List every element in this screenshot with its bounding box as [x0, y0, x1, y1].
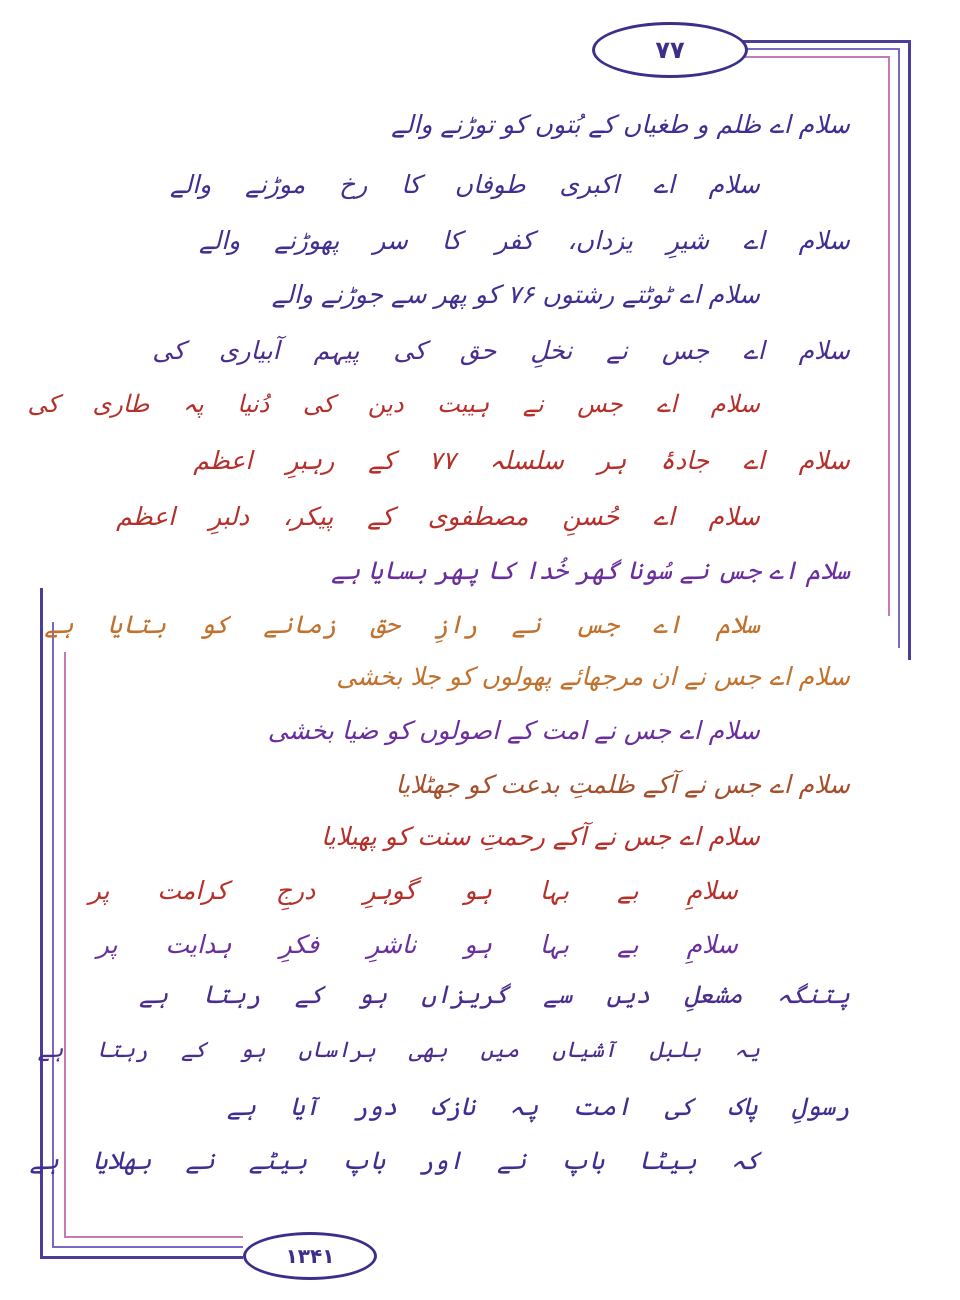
verse-line: یہ بلبل آشیاں میں بھی ہراساں ہو کے رہتا ہے [37, 1038, 760, 1063]
frame-bottom-line-2 [52, 1246, 243, 1248]
frame-top-line-3 [742, 56, 890, 58]
verse-line: سلام اے جس نے آکے رحمتِ سنت کو پھیلایا [321, 822, 760, 851]
verse-line: سلام اے جس نے رازِ حق زمانے کو بتایا ہے [44, 610, 760, 639]
verse-line: کہ بیٹا باپ نے اور باپ بیٹے نے بھلایا ہے [29, 1146, 760, 1175]
verse-line: سلام اے جس نے ہیبت دین کی دُنیا پہ طاری کی [27, 390, 760, 418]
bottom-page-number [243, 1232, 377, 1280]
top-page-number [592, 22, 748, 78]
frame-right-third [888, 56, 890, 616]
frame-right-outer [908, 40, 911, 660]
verse-line: سلامِ بے بہا ہو ناشرِ فکرِ ہدایت پر [96, 930, 738, 959]
verse-line: سلام اے جس نے نخلِ حق کی پیہم آبیاری کی [152, 336, 850, 365]
verse-line: سلام اے جس نے امت کے اصولوں کو ضیا بخشی [267, 716, 760, 745]
frame-top-line [742, 40, 910, 43]
frame-top-line-2 [742, 48, 900, 50]
verse-line: سلام اے حُسنِ مصطفوی کے پیکر، دلبرِ اعظم [116, 502, 760, 531]
verse-line: رسولِ پاک کی امت پہ نازک دور آیا ہے [226, 1092, 850, 1121]
frame-right-inner [898, 48, 900, 648]
frame-bottom-line-3 [64, 1236, 243, 1238]
verse-line: سلام اے جس نے آکے ظلمتِ بدعت کو جھٹلایا [395, 770, 850, 799]
verse-line: سلام اے شیرِ یزداں، کفر کا سر پھوڑنے والے [198, 226, 850, 255]
bottom-page-number-text: ۱۳۴۱ [285, 1244, 335, 1268]
verse-line: سلام اے جس نے سُونا گھر خُدا کا پھر بسایا ہے [331, 556, 850, 585]
verse-line: سلامِ بے بہا ہو گوہرِ درجِ کرامت پر [88, 876, 738, 905]
verse-line: سلام اے جادۂ ہر سلسلہ ۷۷ کے رہبرِ اعظم [193, 446, 850, 475]
verse-line: سلام اے ٹوٹتے رشتوں ۷۶ کو پھر سے جوڑنے والے [271, 280, 760, 309]
verse-line: سلام اے ظلم و طغیاں کے بُتوں کو توڑنے والے [391, 110, 850, 139]
verse-line: سلام اے جس نے ان مرجھائے پھولوں کو جلا بخشی [336, 662, 850, 691]
frame-bottom-line [40, 1256, 243, 1259]
top-page-number-text: ۷۷ [655, 36, 685, 64]
verse-line: سلام اے اکبری طوفاں کا رخ موڑنے والے [169, 170, 760, 199]
verse-line: پتنگہ مشعلِ دیں سے گریزاں ہو کے رہتا ہے [138, 980, 850, 1009]
